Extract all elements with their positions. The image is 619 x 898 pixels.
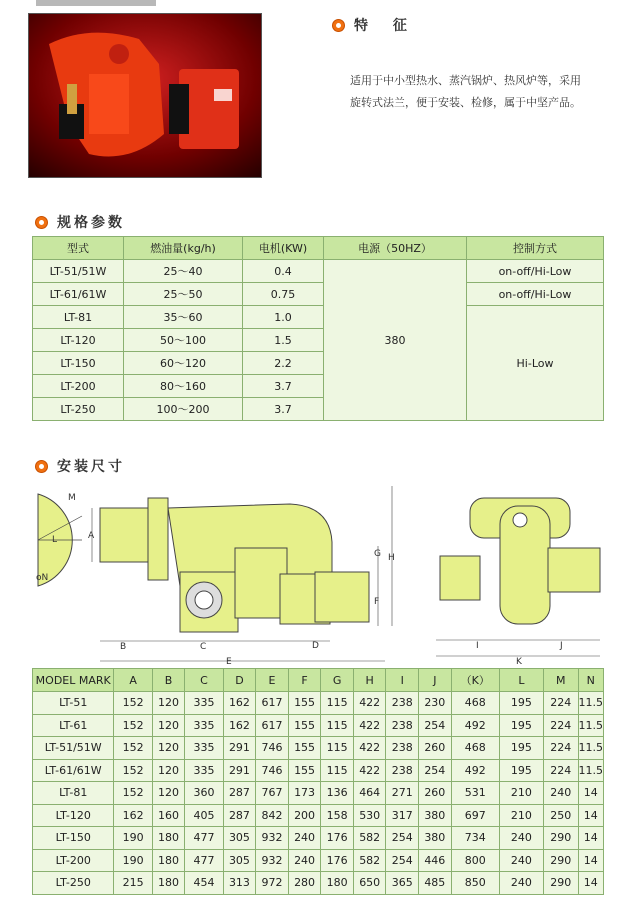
spec-cell: 50～100 [124, 329, 243, 352]
dim-cell: 160 [152, 804, 185, 827]
dim-cell: 158 [321, 804, 354, 827]
dim-cell: 195 [499, 759, 543, 782]
dim-cell: 238 [386, 759, 419, 782]
dim-cell: 335 [185, 714, 223, 737]
dim-cell: 240 [499, 849, 543, 872]
dim-cell: 271 [386, 782, 419, 805]
dim-header-cell: I [386, 669, 419, 692]
dim-cell: LT-120 [33, 804, 114, 827]
label-c: C [200, 642, 207, 652]
dim-cell: 162 [114, 804, 152, 827]
dim-cell: 650 [353, 872, 386, 895]
dim-cell: 746 [256, 759, 289, 782]
label-k: K [516, 657, 522, 666]
label-f: F [374, 597, 380, 607]
install-heading [36, 456, 125, 476]
dim-cell: 250 [543, 804, 578, 827]
dim-cell: 335 [185, 737, 223, 760]
dim-cell: 582 [353, 827, 386, 850]
spec-cell: 1.0 [243, 306, 324, 329]
spec-power-cell: 380 [324, 260, 467, 421]
label-h: H [388, 553, 395, 563]
dim-cell: LT-200 [33, 849, 114, 872]
dim-header-cell: F [288, 669, 321, 692]
dim-cell: 11.5 [578, 692, 604, 715]
dim-cell: 240 [288, 827, 321, 850]
dim-cell: 972 [256, 872, 289, 895]
dim-cell: 238 [386, 737, 419, 760]
dim-header-cell: G [321, 669, 354, 692]
install-dimension-diagram [30, 476, 610, 666]
dim-cell: 162 [223, 714, 256, 737]
dim-cell: 477 [185, 827, 223, 850]
dim-cell: 454 [185, 872, 223, 895]
spec-cell: LT-250 [33, 398, 124, 421]
spec-cell: 2.2 [243, 352, 324, 375]
spec-cell: LT-81 [33, 306, 124, 329]
spec-header-cell: 电机(KW) [243, 237, 324, 260]
spec-header-cell: 电源（50HZ） [324, 237, 467, 260]
dim-cell: 152 [114, 714, 152, 737]
dim-cell: 800 [451, 849, 499, 872]
dim-cell: 492 [451, 714, 499, 737]
spec-header-row [33, 237, 604, 260]
spec-table [32, 236, 604, 421]
dim-header-row [33, 669, 604, 692]
dim-cell: 173 [288, 782, 321, 805]
table-row [33, 872, 604, 895]
dim-cell: 14 [578, 804, 604, 827]
dim-header-cell: C [185, 669, 223, 692]
dim-cell: 162 [223, 692, 256, 715]
dim-cell: 380 [419, 804, 452, 827]
table-row [33, 827, 604, 850]
dim-cell: 422 [353, 714, 386, 737]
dim-cell: 120 [152, 692, 185, 715]
dim-cell: 290 [543, 827, 578, 850]
spec-cell: 100～200 [124, 398, 243, 421]
dim-cell: 287 [223, 782, 256, 805]
dim-cell: 335 [185, 692, 223, 715]
dim-cell: 697 [451, 804, 499, 827]
spec-header-cell: 控制方式 [467, 237, 604, 260]
dim-cell: 120 [152, 737, 185, 760]
dim-cell: 477 [185, 849, 223, 872]
dim-cell: 582 [353, 849, 386, 872]
spec-control-cell: on-off/Hi-Low [467, 260, 604, 283]
dim-cell: 115 [321, 714, 354, 737]
spec-heading [36, 212, 125, 232]
dim-header-cell: D [223, 669, 256, 692]
dim-cell: 155 [288, 759, 321, 782]
dim-cell: 11.5 [578, 737, 604, 760]
table-row [33, 804, 604, 827]
dim-cell: 254 [386, 849, 419, 872]
dim-cell: 152 [114, 692, 152, 715]
dim-cell: 14 [578, 782, 604, 805]
spec-control-cell: on-off/Hi-Low [467, 283, 604, 306]
dim-cell: 767 [256, 782, 289, 805]
dim-cell: 617 [256, 714, 289, 737]
spec-cell: 0.4 [243, 260, 324, 283]
spec-cell: 25～40 [124, 260, 243, 283]
label-i: I [476, 641, 479, 651]
dim-cell: 446 [419, 849, 452, 872]
dim-cell: 11.5 [578, 714, 604, 737]
feature-description: 适用于中小型热水、蒸汽锅炉、热风炉等，采用旋转式法兰，便于安装、检修，属于中坚产品。 [350, 74, 581, 109]
dim-header-cell: L [499, 669, 543, 692]
dim-cell: 195 [499, 692, 543, 715]
dim-cell: 224 [543, 759, 578, 782]
dim-cell: 120 [152, 714, 185, 737]
dim-cell: 195 [499, 714, 543, 737]
dim-cell: 215 [114, 872, 152, 895]
dim-cell: 422 [353, 737, 386, 760]
spec-cell: LT-61/61W [33, 283, 124, 306]
table-row [33, 737, 604, 760]
spec-cell: LT-200 [33, 375, 124, 398]
dim-header-cell: A [114, 669, 152, 692]
dim-header-cell: M [543, 669, 578, 692]
dim-cell: 254 [386, 827, 419, 850]
dim-cell: 152 [114, 737, 152, 760]
dim-cell: 530 [353, 804, 386, 827]
dim-cell: 335 [185, 759, 223, 782]
dim-header-cell: B [152, 669, 185, 692]
dim-cell: 380 [419, 827, 452, 850]
dim-cell: 280 [288, 872, 321, 895]
dim-cell: 422 [353, 692, 386, 715]
dim-cell: 932 [256, 827, 289, 850]
spec-cell: 35～60 [124, 306, 243, 329]
dim-cell: 240 [288, 849, 321, 872]
dim-cell: 200 [288, 804, 321, 827]
table-row [33, 759, 604, 782]
label-on: oN [36, 573, 49, 583]
dim-cell: 190 [114, 849, 152, 872]
dim-cell: LT-250 [33, 872, 114, 895]
dim-cell: 11.5 [578, 759, 604, 782]
table-row [33, 782, 604, 805]
dim-cell: 180 [152, 849, 185, 872]
bullet-icon [333, 20, 344, 31]
dim-cell: 190 [114, 827, 152, 850]
dim-cell: LT-61 [33, 714, 114, 737]
dim-cell: 195 [499, 737, 543, 760]
dim-cell: 290 [543, 849, 578, 872]
spec-cell: LT-51/51W [33, 260, 124, 283]
spec-cell: LT-150 [33, 352, 124, 375]
dim-cell: 136 [321, 782, 354, 805]
dim-cell: LT-81 [33, 782, 114, 805]
dim-cell: 224 [543, 692, 578, 715]
dim-cell: 290 [543, 872, 578, 895]
bullet-icon [36, 461, 47, 472]
dim-cell: 152 [114, 782, 152, 805]
dim-cell: 155 [288, 714, 321, 737]
dim-cell: 464 [353, 782, 386, 805]
table-row [33, 692, 604, 715]
dim-cell: LT-51/51W [33, 737, 114, 760]
dimension-table [32, 668, 604, 895]
dim-cell: 317 [386, 804, 419, 827]
dim-cell: 238 [386, 714, 419, 737]
dim-cell: 617 [256, 692, 289, 715]
dim-cell: 468 [451, 692, 499, 715]
dim-cell: 115 [321, 759, 354, 782]
dim-cell: 365 [386, 872, 419, 895]
dim-cell: 120 [152, 759, 185, 782]
dim-cell: 224 [543, 714, 578, 737]
dim-cell: 240 [543, 782, 578, 805]
dim-cell: 14 [578, 872, 604, 895]
spec-cell: 80～160 [124, 375, 243, 398]
dim-cell: 230 [419, 692, 452, 715]
dim-cell: 180 [152, 827, 185, 850]
dim-header-cell: H [353, 669, 386, 692]
dim-cell: 360 [185, 782, 223, 805]
dim-cell: 238 [386, 692, 419, 715]
dim-cell: 734 [451, 827, 499, 850]
label-j: J [560, 641, 563, 651]
dim-header-cell: N [578, 669, 604, 692]
burner-photo [28, 13, 262, 178]
dim-cell: 224 [543, 737, 578, 760]
dim-header-cell: （K） [451, 669, 499, 692]
label-g: G [374, 549, 381, 559]
dim-cell: 468 [451, 737, 499, 760]
dim-cell: 746 [256, 737, 289, 760]
dim-cell: LT-150 [33, 827, 114, 850]
spec-title: 规格参数 [57, 215, 125, 231]
feature-heading [333, 15, 417, 35]
spec-cell: LT-120 [33, 329, 124, 352]
dim-cell: 313 [223, 872, 256, 895]
dim-cell: 850 [451, 872, 499, 895]
dim-cell: 152 [114, 759, 152, 782]
dim-cell: LT-51 [33, 692, 114, 715]
dim-cell: 210 [499, 804, 543, 827]
table-row [33, 714, 604, 737]
dim-header-cell: J [419, 669, 452, 692]
dim-cell: 120 [152, 782, 185, 805]
dim-cell: 531 [451, 782, 499, 805]
spec-cell: 0.75 [243, 283, 324, 306]
dim-cell: 291 [223, 759, 256, 782]
dim-cell: 842 [256, 804, 289, 827]
label-b: B [120, 642, 127, 652]
dim-cell: 115 [321, 737, 354, 760]
spec-cell: 25～50 [124, 283, 243, 306]
dim-cell: 240 [499, 827, 543, 850]
label-m: M [68, 493, 76, 503]
dim-cell: 291 [223, 737, 256, 760]
dim-header-cell: E [256, 669, 289, 692]
dim-cell: 176 [321, 849, 354, 872]
dim-cell: 932 [256, 849, 289, 872]
install-title: 安装尺寸 [57, 459, 125, 475]
spec-control-cell: Hi-Low [467, 306, 604, 421]
spec-cell: 3.7 [243, 375, 324, 398]
dim-cell: 176 [321, 827, 354, 850]
dim-cell: 155 [288, 692, 321, 715]
dim-cell: 287 [223, 804, 256, 827]
dim-cell: 260 [419, 737, 452, 760]
dim-cell: 180 [152, 872, 185, 895]
bullet-icon [36, 217, 47, 228]
spec-cell: 3.7 [243, 398, 324, 421]
label-l: L [52, 535, 58, 545]
dim-cell: 305 [223, 827, 256, 850]
dim-cell: 240 [499, 872, 543, 895]
table-row [33, 306, 604, 329]
spec-cell: 1.5 [243, 329, 324, 352]
dim-cell: 485 [419, 872, 452, 895]
dim-cell: 180 [321, 872, 354, 895]
label-e: E [226, 657, 232, 666]
table-row [33, 849, 604, 872]
table-row [33, 260, 604, 283]
spec-cell: 60～120 [124, 352, 243, 375]
dim-cell: 155 [288, 737, 321, 760]
dim-cell: 115 [321, 692, 354, 715]
label-d: D [312, 641, 319, 651]
dim-cell: LT-61/61W [33, 759, 114, 782]
label-a: A [88, 531, 95, 541]
top-title-strip [36, 0, 156, 6]
dim-cell: 492 [451, 759, 499, 782]
dim-cell: 210 [499, 782, 543, 805]
spec-header-cell: 燃油量(kg/h) [124, 237, 243, 260]
feature-title: 特 征 [354, 18, 417, 34]
dim-cell: 305 [223, 849, 256, 872]
spec-header-cell: 型式 [33, 237, 124, 260]
dim-cell: 14 [578, 849, 604, 872]
dim-cell: 422 [353, 759, 386, 782]
dim-cell: 254 [419, 714, 452, 737]
dim-header-cell: MODEL MARK [33, 669, 114, 692]
dim-cell: 260 [419, 782, 452, 805]
dim-cell: 14 [578, 827, 604, 850]
dim-cell: 254 [419, 759, 452, 782]
table-row [33, 283, 604, 306]
dim-cell: 405 [185, 804, 223, 827]
